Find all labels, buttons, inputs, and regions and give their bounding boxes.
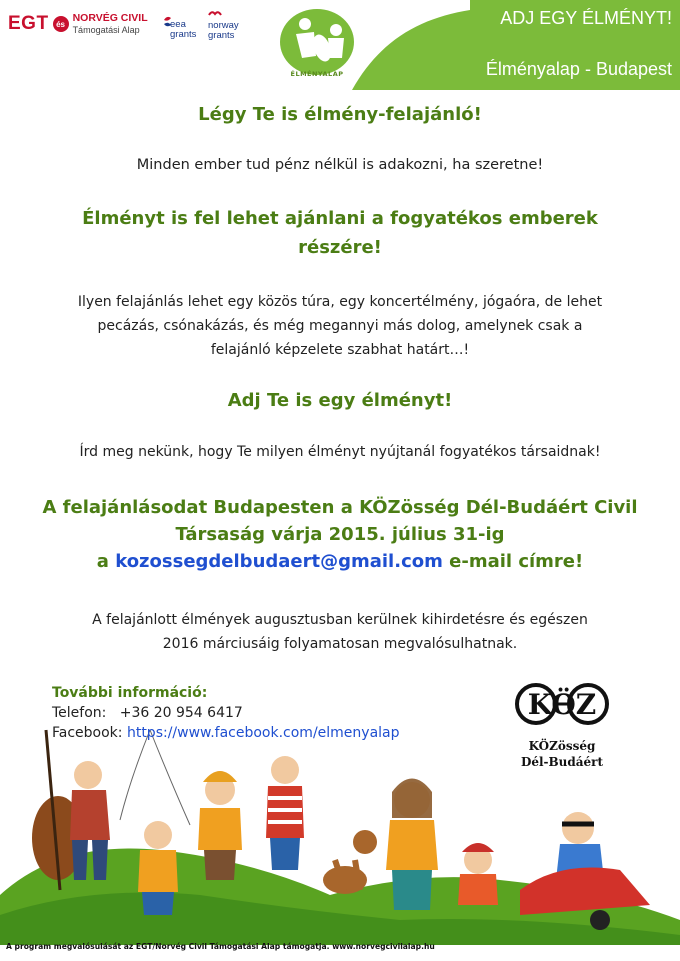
norway-grants-logo [208,9,248,40]
tamogatasi-alap-subtitle: Támogatási Alap [72,24,140,35]
koz-line1: KÖZösség [528,739,596,753]
norveg-civil-block [73,13,148,35]
elmenyalap-caption: ÉLMÉNYALAP [290,70,344,78]
phone-number: +36 20 954 6417 [119,705,243,721]
deadline-prefix: a [96,551,109,572]
norway-grants-text: norway grants [208,20,239,41]
deadline-block [0,494,680,575]
egt-norveg-civil-logo [8,13,148,35]
deadline-suffix: e-mail címre! [449,551,584,572]
headline-elmenyt-fel-lehet [0,204,680,262]
contact-phone-line [52,703,400,723]
koz-mark: KÖZ [527,688,597,721]
norway-grants-icon [208,9,222,19]
email-link[interactable]: kozossegdelbudaert@gmail.com [115,551,443,572]
norveg-civil-title: NORVÉG CIVIL [72,12,148,25]
examples-paragraph [0,290,680,362]
headline2-line2: részére! [298,237,382,258]
announce-line1: A felajánlott élmények augusztusban kerülnek kihirdetésre és egészen [92,612,588,628]
deadline-line2: Társaság várja 2015. július 31-ig [175,524,505,545]
announce-paragraph [0,608,680,656]
deadline-line1: A felajánlásodat Budapesten a KÖZösség Dél-Budáért Civil [42,497,638,518]
contact-facebook-line [52,723,400,743]
para-line1: Ilyen felajánlás lehet egy közös túra, egy koncertélmény, jógaóra, de lehet [77,294,603,310]
facebook-label: Facebook: [52,725,123,741]
headline-adj-te-is: Adj Te is egy élményt! [227,390,453,411]
koz-line2: Dél-Budáért [520,755,604,769]
footer-funding-note: A program megvalósulását az EGT/Norvég Civil Támogatási Alap támogatja. www.norvegcivilalap.hu [6,942,435,951]
egt-text: EGT [8,13,49,34]
contact-info [52,683,400,743]
header [0,0,680,90]
headline-legy-te-is: Légy Te is élmény-felajánló! [198,104,482,125]
tagline: ADJ EGY ÉLMÉNYT! [500,8,672,28]
request-text: Írd meg nekünk, hogy Te milyen élményt nyújtanál fogyatékos társaidnak! [79,444,601,460]
headline2-line1: Élményt is fel lehet ajánlani a fogyatékos emberek [82,208,598,229]
para-line2: pecázás, csónakázás, és még megannyi más dolog, amelynek csak a [97,318,583,334]
org-title: Élményalap - Budapest [485,59,672,79]
deadline-line3 [0,548,680,575]
para-line3: felajánló képzelete szabhat határt…! [210,342,470,358]
announce-line2: 2016 márciusáig folyamatosan megvalósulhatnak. [162,636,518,652]
kozosseg-del-budaert-logo [514,678,610,778]
phone-label: Telefon: [52,705,107,721]
es-badge: és [53,16,69,32]
eea-grants-text: eea grants [170,19,197,40]
intro-text: Minden ember tud pénz nélkül is adakozni, ha szeretne! [136,157,544,173]
contact-title: További információ: [52,685,208,701]
facebook-link[interactable]: https://www.facebook.com/elmenyalap [126,725,400,741]
